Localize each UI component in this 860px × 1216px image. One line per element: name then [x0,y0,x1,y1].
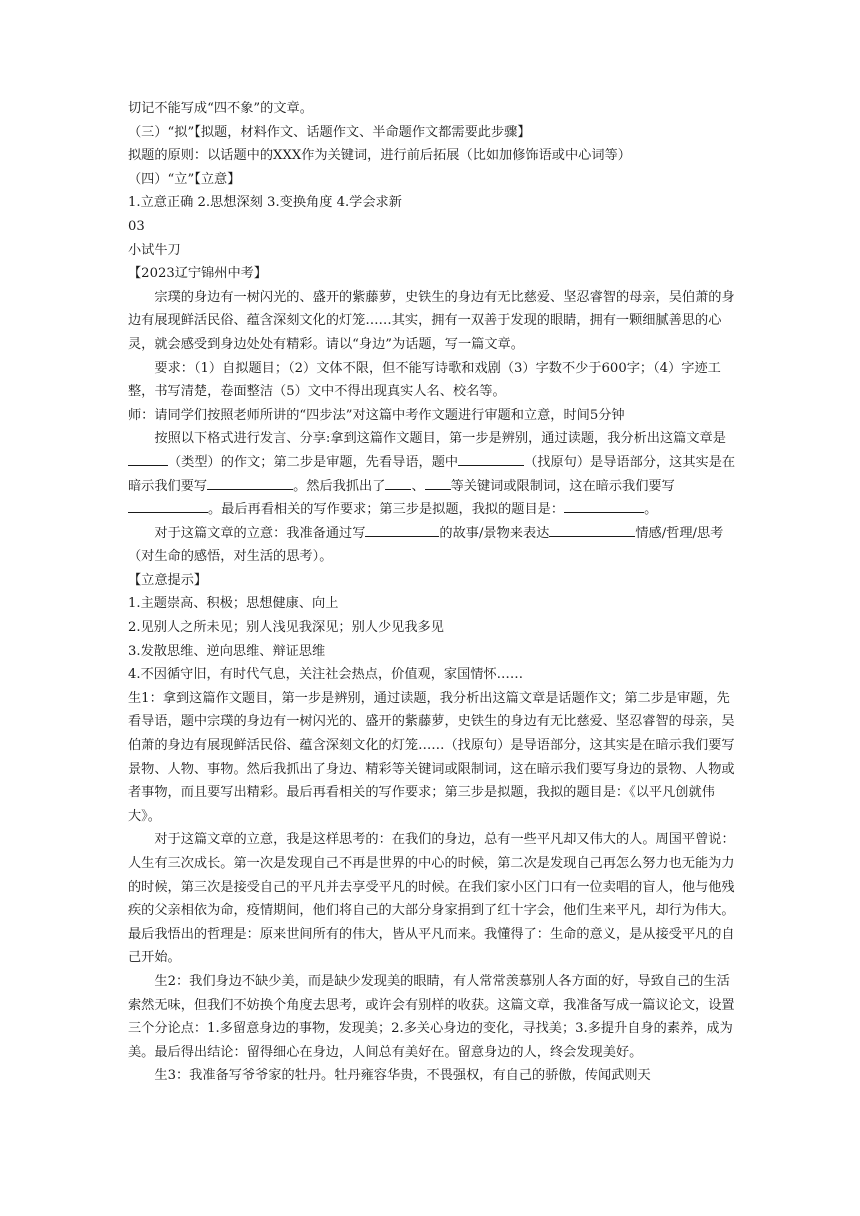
blank-line [128,451,168,466]
blank-line [365,522,439,537]
document-body [128,97,740,1088]
text-line: 切记不能写成“四不象”的文章。 [128,101,313,116]
tip-item: 2.见别人之所未见；别人浅见我深见；别人少见我多见 [128,620,444,636]
student-3-answer: 生3：我准备写爷爷家的牡丹。牡丹雍容华贵，不畏强权，有自己的骄傲，传闻武则天 [154,1068,651,1084]
section-heading-ni: （三）“拟”【拟题，材料作文、话题作文、半命题作文都需要此步骤】 [128,124,531,140]
template-text: 对于这篇文章的立意：我准备通过写 [154,525,366,541]
tip-item: 3.发散思维、逆向思维、辩证思维 [128,643,326,659]
student-2-answer: 生2：我们身边不缺少美，而是缺少发现美的眼睛，有人常常羡慕别人各方面的好，导致自己的生活索然无味，但我们不妨换个角度去思考，或许会有别样的收获。这篇文章，我准备写成一篇议论文，设置三个分论点：1.多留意身边的事物，发现美；2.多关心身边的变化，寻找美；3.多提升自身的素养，成为美。最后得出结论：留得细心在身边，人间总有美好在。留意身边的人，终会发现美好。 [128,973,735,1060]
template-text: 。 [644,502,658,518]
template-text: 情感/哲理/思考（对生命的感悟，对生活的思考）。 [128,525,724,565]
tips-title: 【立意提示】 [128,572,208,588]
text-line: 拟题的原则：以话题中的XXX作为关键词，进行前后拓展（比如加修饰语或中心词等） [128,148,631,164]
template-text: 等关键词或限制词，这在暗示我们要写 [450,478,675,494]
blank-line [207,475,293,490]
blank-line [425,475,451,490]
answer-template [128,427,740,521]
tip-item: 1.主题崇高、积极；思想健康、向上 [128,596,339,612]
blank-line [385,475,411,490]
template-text: （找原句）是导语部分，这其实是在暗示我们要写 [128,454,736,494]
blank-line [458,451,524,466]
essay-prompt: 宗璞的身边有一树闪光的、盛开的紫藤萝，史铁生的身边有无比慈爱、坚忍睿智的母亲，吴伯萧的身边有展现鲜活民俗、蕴含深刻文化的灯笼……其实，拥有一双善于发现的眼睛，拥有一颗细腻善思的心灵，就会感受到身边处处有精彩。请以“身边”为话题，写一篇文章。 [128,289,735,352]
student-1-intent: 对于这篇文章的立意，我是这样思考的：在我们的身边，总有一些平凡却又伟大的人。周国平曾说：人生有三次成长。第一次是发现自己不再是世界的中心的时候，第二次是发现自己再怎么努力也无能为力的时候，第三次是接受自己的平凡并去享受平凡的时候。在我们家小区门口有一位卖唱的盲人，他与他残疾的父亲相依为命，疫情期间，他们将自己的大部分身家捐到了红十字会，他们生来平凡，却行为伟大。最后我悟出的哲理是：原来世间所有的伟大，皆从平凡而来。我懂得了：生命的意义，是从接受平凡的自己开始。 [128,832,735,966]
template-text: 按照以下格式进行发言、分享:拿到这篇作文题目，第一步是辨别，通过读题，我分析出这篇文章是 [154,431,726,447]
blank-line [549,522,635,537]
intent-template [128,522,740,569]
text-line: 1.立意正确 2.思想深刻 3.变换角度 4.学会求新 [128,195,402,211]
tip-item: 4.不因循守旧，有时代气息，关注社会热点，价值观，家国情怀…… [128,667,524,683]
teacher-instruction: 师：请同学们按照老师所讲的“四步法”对这篇中考作文题进行审题和立意，时间5分钟 [128,407,625,423]
essay-requirements: 要求：（1）自拟题目；（2）文体不限，但不能写诗歌和戏剧（3）字数不少于600字；（4）字迹工整，书写清楚，卷面整洁（5）文中不得出现真实人名、校名等。 [128,360,721,400]
section-title: 小试牛刀 [128,242,181,258]
student-1-answer: 生1：拿到这篇作文题目，第一步是辨别，通过读题，我分析出这篇文章是话题作文；第二步是审题，先看导语，题中宗璞的身边有一树闪光的、盛开的紫藤萝，史铁生的身边有无比慈爱、坚忍睿智的母亲，吴伯萧的身边有展现鲜活民俗、蕴含深刻文化的灯笼……（找原句）是导语部分，这其实是在暗示我们要写景物、人物、事物。然后我抓出了身边、精彩等关键词或限制词，这在暗示我们要写身边的景物、人物或者事物，而且要写出精彩。最后再看相关的写作要求；第三步是拟题，我拟的题目是：《以平凡创就伟大》。 [128,690,735,824]
section-number: 03 [128,218,145,234]
template-text: 、 [411,478,425,494]
blank-line [564,498,644,513]
template-text: 。最后再看相关的写作要求；第三步是拟题，我拟的题目是： [208,502,565,518]
exam-source: 【2023辽宁锦州中考】 [128,266,268,282]
template-text: 。然后我抓出了 [293,478,386,494]
section-heading-li: （四）“立”【立意】 [128,171,241,187]
blank-line [128,498,208,513]
template-text: 的故事/景物来表达 [439,525,550,541]
template-text: （类型）的作文；第二步是审题，先看导语，题中 [168,454,459,470]
